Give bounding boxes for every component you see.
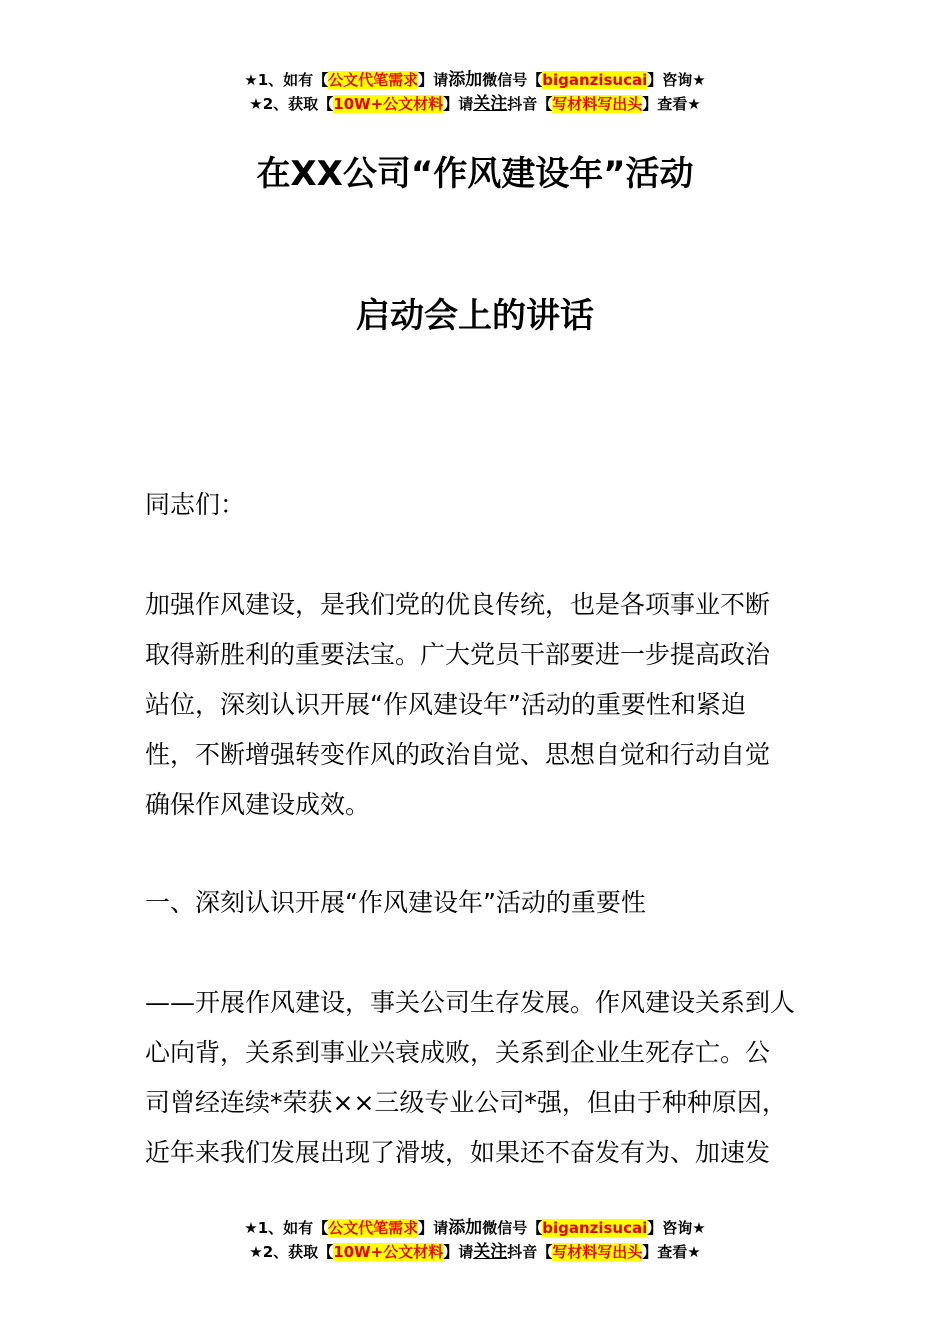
banner-text: 】请 <box>418 1219 449 1237</box>
section-heading-1: 一、深刻认识开展“作风建设年”活动的重要性 <box>145 888 646 917</box>
banner-text: 】咨询★ <box>647 71 706 89</box>
banner-text: 】咨询★ <box>647 1219 706 1237</box>
banner-highlight: 10W+公文材料 <box>333 1243 444 1261</box>
banner-emphasis: 添加 <box>448 1218 483 1238</box>
paragraph-line: 站位，深刻认识开展“作风建设年”活动的重要性和紧迫 <box>145 690 746 719</box>
header-banner <box>0 68 950 116</box>
banner-text: ★2、获取【 <box>249 95 334 113</box>
banner-text: ★2、获取【 <box>249 1243 334 1261</box>
paragraph-line: 性，不断增强转变作风的政治自觉、思想自觉和行动自觉 <box>145 740 771 769</box>
banner-text: 微信号【 <box>482 1219 543 1237</box>
banner-emphasis: 关注 <box>473 94 508 114</box>
banner-text: ★1、如有【 <box>244 1219 329 1237</box>
paragraph-line: 取得新胜利的重要法宝。广大党员干部要进一步提高政治 <box>145 640 771 669</box>
banner-highlight: 公文代笔需求 <box>328 1219 419 1237</box>
paragraph-1 <box>145 580 810 830</box>
banner-text: 抖音【 <box>507 95 553 113</box>
banner-line-1 <box>0 1216 950 1240</box>
banner-text: 】请 <box>418 71 449 89</box>
banner-highlight: 10W+公文材料 <box>333 95 444 113</box>
banner-text: 】请 <box>443 1243 474 1261</box>
banner-wechat-id: biganzisucai <box>542 71 648 89</box>
banner-line-2 <box>0 92 950 116</box>
banner-wechat-id: biganzisucai <box>542 1219 648 1237</box>
paragraph-line: 确保作风建设成效。 <box>145 790 371 819</box>
paragraph-line: 司曾经连续*荣获××三级专业公司*强，但由于种种原因， <box>145 1088 787 1117</box>
banner-emphasis: 关注 <box>473 1242 508 1262</box>
banner-emphasis: 添加 <box>448 70 483 90</box>
paragraph-line: 加强作风建设，是我们党的优良传统，也是各项事业不断 <box>145 590 771 619</box>
banner-text: 】请 <box>443 95 474 113</box>
greeting: 同志们： <box>145 490 246 519</box>
banner-text: 抖音【 <box>507 1243 553 1261</box>
document-title-line-2: 启动会上的讲话 <box>356 296 594 336</box>
paragraph-2 <box>145 978 810 1178</box>
paragraph-line: 近年来我们发展出现了滑坡，如果还不奋发有为、加速发 <box>145 1138 771 1167</box>
banner-highlight: 公文代笔需求 <box>328 71 419 89</box>
banner-text: 】查看★ <box>642 1243 701 1261</box>
banner-douyin-id: 写材料写出头 <box>552 95 643 113</box>
banner-text: 】查看★ <box>642 95 701 113</box>
footer-banner <box>0 1216 950 1264</box>
banner-text: 微信号【 <box>482 71 543 89</box>
document-title-line-1: 在XX公司“作风建设年”活动 <box>256 154 694 194</box>
banner-text: ★1、如有【 <box>244 71 329 89</box>
banner-line-1 <box>0 68 950 92</box>
paragraph-line: 心向背，关系到事业兴衰成败，关系到企业生死存亡。公 <box>145 1038 771 1067</box>
paragraph-line: ——开展作风建设，事关公司生存发展。作风建设关系到人 <box>145 988 796 1017</box>
banner-douyin-id: 写材料写出头 <box>552 1243 643 1261</box>
banner-line-2 <box>0 1240 950 1264</box>
